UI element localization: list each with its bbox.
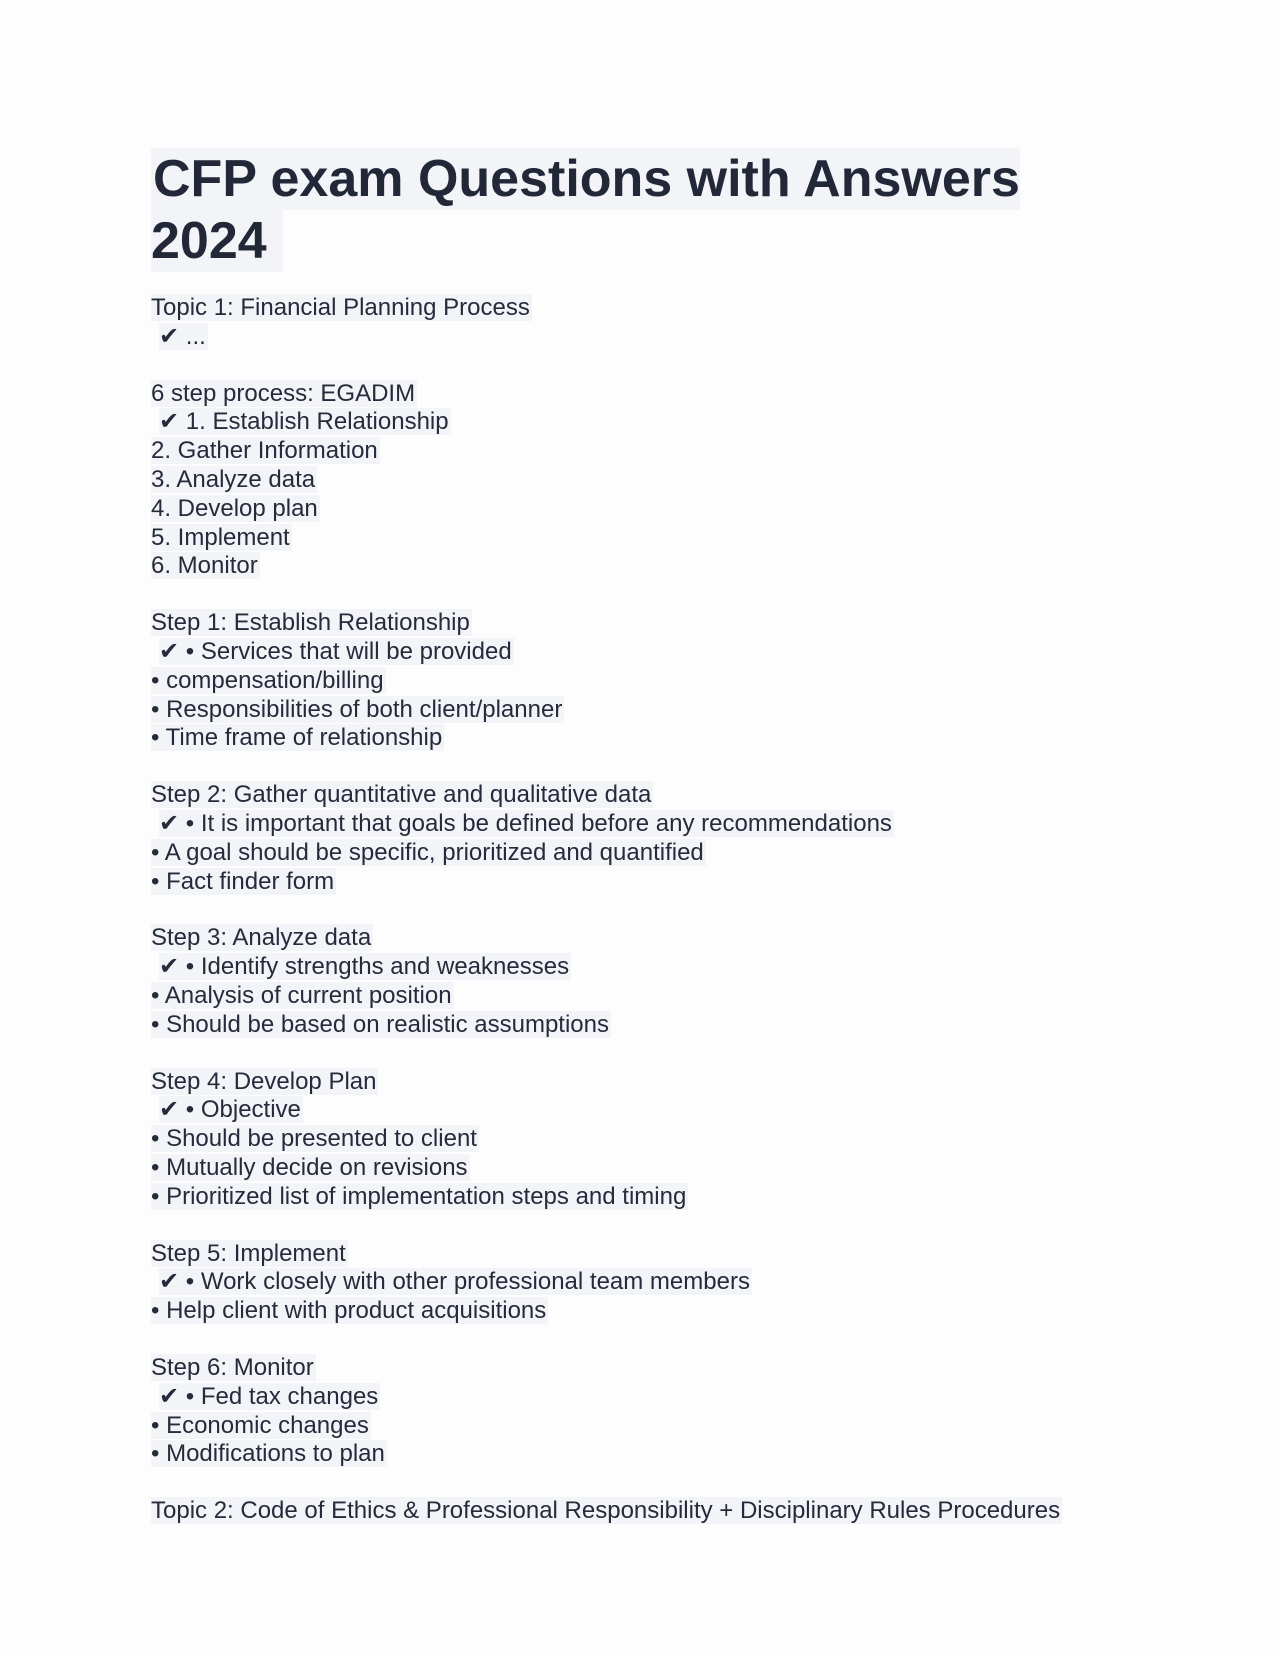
qa-block <box>151 380 1151 582</box>
qa-block <box>151 1497 1151 1526</box>
question-line: Step 1: Establish Relationship <box>151 609 470 637</box>
question-line: Step 4: Develop Plan <box>151 1067 377 1095</box>
question-line: Topic 2: Code of Ethics & Professional Responsibility + Disciplinary Rules Procedures <box>151 1497 1061 1525</box>
question-line: Step 6: Monitor <box>151 1353 314 1381</box>
document-page <box>151 148 1151 1554</box>
qa-block <box>151 924 1151 1039</box>
question-line: Step 2: Gather quantitative and qualitative data <box>151 781 652 809</box>
answer-line: ✔ ... <box>159 322 206 350</box>
question-line: Step 5: Implement <box>151 1239 346 1267</box>
answer-line: • Analysis of current position <box>151 981 452 1009</box>
answer-line: • Fact finder form <box>151 867 335 895</box>
answer-line: • Mutually decide on revisions <box>151 1153 468 1181</box>
answer-line: • Responsibilities of both client/planner <box>151 695 563 723</box>
title-text: CFP exam Questions with Answers 2024 <box>151 150 1020 270</box>
answer-line: • Economic changes <box>151 1411 369 1439</box>
qa-block <box>151 609 1151 753</box>
qa-block <box>151 1354 1151 1469</box>
qa-list <box>151 294 1151 1526</box>
answer-line: • Should be based on realistic assumptions <box>151 1010 610 1038</box>
answer-line: 6. Monitor <box>151 552 258 580</box>
answer-line: ✔ • Fed tax changes <box>159 1382 379 1410</box>
question-line: Step 3: Analyze data <box>151 924 372 952</box>
qa-block <box>151 781 1151 896</box>
answer-line: 4. Develop plan <box>151 494 318 522</box>
answer-line: ✔ • Objective <box>159 1096 301 1124</box>
answer-line: • Prioritized list of implementation steps and timing <box>151 1182 687 1210</box>
answer-line: 2. Gather Information <box>151 437 378 465</box>
answer-line: • compensation/billing <box>151 666 384 694</box>
question-line: 6 step process: EGADIM <box>151 379 416 407</box>
answer-line: • Modifications to plan <box>151 1440 385 1468</box>
qa-block <box>151 294 1151 352</box>
answer-line: ✔ • Services that will be provided <box>159 637 512 665</box>
answer-line: • Time frame of relationship <box>151 724 443 752</box>
answer-line: ✔ • It is important that goals be defined before any recommendations <box>159 809 892 837</box>
answer-line: ✔ • Identify strengths and weaknesses <box>159 953 570 981</box>
qa-block <box>151 1068 1151 1212</box>
qa-block <box>151 1240 1151 1326</box>
document-title <box>151 148 1151 272</box>
answer-line: ✔ 1. Establish Relationship <box>159 408 449 436</box>
answer-line: 5. Implement <box>151 523 290 551</box>
answer-line: 3. Analyze data <box>151 465 316 493</box>
answer-line: ✔ • Work closely with other professional team members <box>159 1268 750 1296</box>
answer-line: • A goal should be specific, prioritized and quantified <box>151 838 704 866</box>
question-line: Topic 1: Financial Planning Process <box>151 294 530 321</box>
answer-line: • Should be presented to client <box>151 1125 477 1153</box>
answer-line: • Help client with product acquisitions <box>151 1297 547 1325</box>
